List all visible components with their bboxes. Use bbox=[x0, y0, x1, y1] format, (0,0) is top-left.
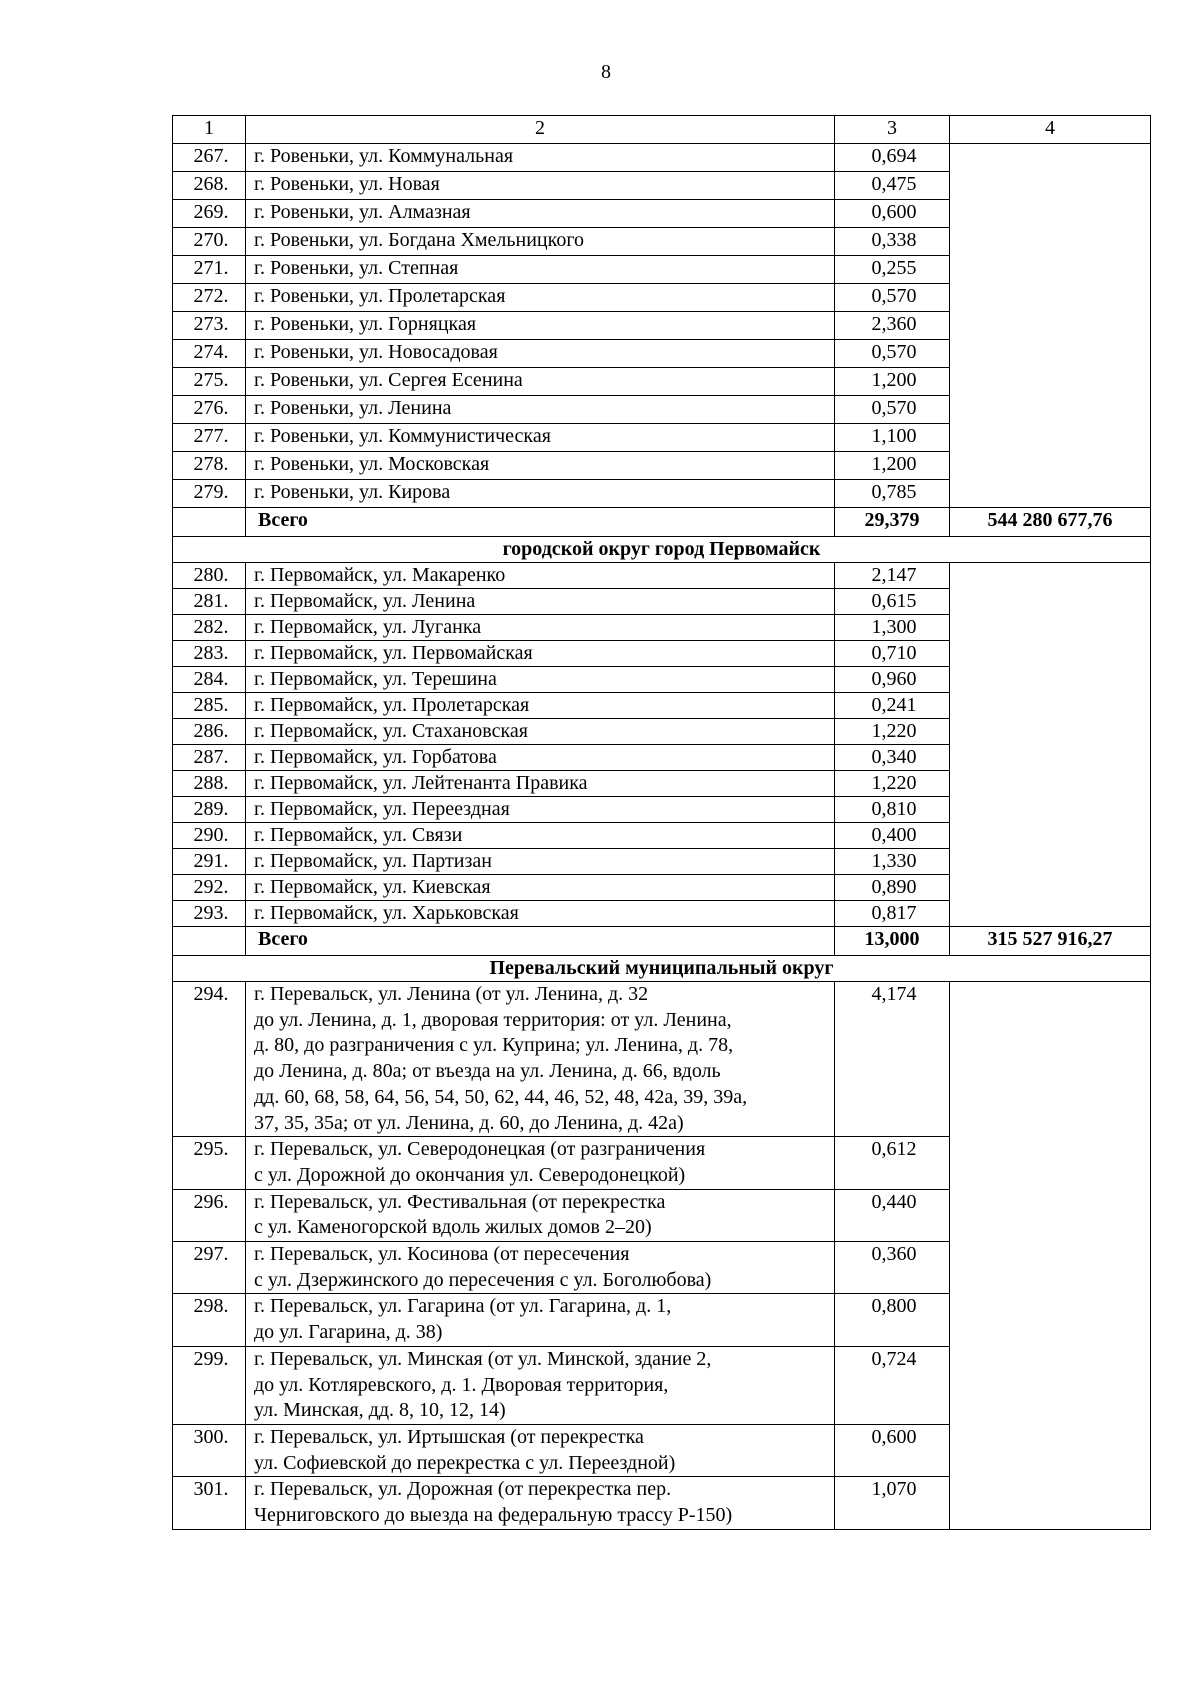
total-label: Всего bbox=[246, 508, 835, 537]
length-value: 0,710 bbox=[835, 641, 950, 667]
street-name: г. Первомайск, ул. Горбатова bbox=[246, 745, 835, 771]
section-title: городской округ город Первомайск bbox=[173, 537, 1151, 563]
row-number: 278. bbox=[173, 452, 246, 480]
length-value: 1,200 bbox=[835, 368, 950, 396]
row-number: 268. bbox=[173, 172, 246, 200]
street-name: г. Первомайск, ул. Лейтенанта Правика bbox=[246, 771, 835, 797]
street-name: г. Первомайск, ул. Киевская bbox=[246, 875, 835, 901]
row-number: 297. bbox=[173, 1242, 246, 1294]
street-name: г. Первомайск, ул. Пролетарская bbox=[246, 693, 835, 719]
street-description bbox=[246, 1477, 835, 1529]
street-name: г. Первомайск, ул. Партизан bbox=[246, 849, 835, 875]
column-header-2: 2 bbox=[246, 116, 835, 144]
row-number: 276. bbox=[173, 396, 246, 424]
row-number: 296. bbox=[173, 1189, 246, 1241]
street-description-line: с ул. Дорожной до окончания ул. Северодонецкой) bbox=[254, 1163, 686, 1186]
street-description-line: дд. 60, 68, 58, 64, 56, 54, 50, 62, 44, 46, 52, 48, 42а, 39, 39а, bbox=[254, 1085, 748, 1108]
column-header-4: 4 bbox=[950, 116, 1151, 144]
length-value: 0,600 bbox=[835, 200, 950, 228]
table-header-row bbox=[173, 116, 1151, 144]
row-number: 275. bbox=[173, 368, 246, 396]
street-description-line: г. Перевальск, ул. Косинова (от пересечения bbox=[254, 1243, 630, 1266]
row-number: 285. bbox=[173, 693, 246, 719]
section-title-row bbox=[173, 956, 1151, 982]
street-description-line: Черниговского до выезда на федеральную трассу Р-150) bbox=[254, 1504, 733, 1527]
street-description bbox=[246, 1424, 835, 1476]
length-value: 0,810 bbox=[835, 797, 950, 823]
row-number: 272. bbox=[173, 284, 246, 312]
street-description bbox=[246, 982, 835, 1137]
street-description-line: г. Перевальск, ул. Дорожная (от перекрестка пер. bbox=[254, 1478, 672, 1501]
street-name: г. Первомайск, ул. Переездная bbox=[246, 797, 835, 823]
length-value: 0,241 bbox=[835, 693, 950, 719]
total-length: 13,000 bbox=[835, 927, 950, 956]
length-value: 0,475 bbox=[835, 172, 950, 200]
street-description-line: г. Перевальск, ул. Минская (от ул. Минской, здание 2, bbox=[254, 1347, 712, 1370]
street-name: г. Ровеньки, ул. Степная bbox=[246, 256, 835, 284]
street-name: г. Ровеньки, ул. Богдана Хмельницкого bbox=[246, 228, 835, 256]
length-value: 0,615 bbox=[835, 589, 950, 615]
street-description-line: до Ленина, д. 80а; от въезда на ул. Ленина, д. 66, вдоль bbox=[254, 1060, 721, 1083]
sum-cell-merged bbox=[950, 144, 1151, 508]
length-value: 1,220 bbox=[835, 771, 950, 797]
row-number: 299. bbox=[173, 1346, 246, 1424]
length-value: 0,400 bbox=[835, 823, 950, 849]
row-number: 271. bbox=[173, 256, 246, 284]
row-number: 298. bbox=[173, 1294, 246, 1346]
length-value: 0,570 bbox=[835, 396, 950, 424]
street-name: г. Ровеньки, ул. Алмазная bbox=[246, 200, 835, 228]
row-number: 280. bbox=[173, 563, 246, 589]
row-number: 274. bbox=[173, 340, 246, 368]
street-name: г. Ровеньки, ул. Коммунистическая bbox=[246, 424, 835, 452]
street-name: г. Ровеньки, ул. Новая bbox=[246, 172, 835, 200]
length-value: 1,070 bbox=[835, 1477, 950, 1529]
row-number: 279. bbox=[173, 480, 246, 508]
length-value: 0,817 bbox=[835, 901, 950, 927]
street-name: г. Первомайск, ул. Луганка bbox=[246, 615, 835, 641]
total-number-empty bbox=[173, 927, 246, 956]
row-number: 301. bbox=[173, 1477, 246, 1529]
page-number: 8 bbox=[601, 61, 611, 83]
row-number: 282. bbox=[173, 615, 246, 641]
length-value: 0,600 bbox=[835, 1424, 950, 1476]
length-value: 0,800 bbox=[835, 1294, 950, 1346]
street-name: г. Первомайск, ул. Первомайская bbox=[246, 641, 835, 667]
street-name: г. Первомайск, ул. Макаренко bbox=[246, 563, 835, 589]
street-name: г. Ровеньки, ул. Кирова bbox=[246, 480, 835, 508]
street-name: г. Ровеньки, ул. Московская bbox=[246, 452, 835, 480]
section-title: Перевальский муниципальный округ bbox=[173, 956, 1151, 982]
length-value: 0,785 bbox=[835, 480, 950, 508]
length-value: 2,147 bbox=[835, 563, 950, 589]
street-description-line: 37, 35, 35а; от ул. Ленина, д. 60, до Ленина, д. 42а) bbox=[254, 1111, 684, 1134]
street-name: г. Первомайск, ул. Связи bbox=[246, 823, 835, 849]
length-value: 2,360 bbox=[835, 312, 950, 340]
street-name: г. Первомайск, ул. Терешина bbox=[246, 667, 835, 693]
row-number: 289. bbox=[173, 797, 246, 823]
total-row bbox=[173, 927, 1151, 956]
street-name: г. Ровеньки, ул. Коммунальная bbox=[246, 144, 835, 172]
street-description bbox=[246, 1294, 835, 1346]
street-name: г. Ровеньки, ул. Горняцкая bbox=[246, 312, 835, 340]
length-value: 0,360 bbox=[835, 1242, 950, 1294]
total-row bbox=[173, 508, 1151, 537]
table-row bbox=[173, 144, 1151, 172]
street-description bbox=[246, 1242, 835, 1294]
column-header-3: 3 bbox=[835, 116, 950, 144]
length-value: 0,570 bbox=[835, 340, 950, 368]
street-description-line: д. 80, до разграничения с ул. Куприна; ул. Ленина, д. 78, bbox=[254, 1034, 734, 1057]
roads-table bbox=[172, 115, 1151, 1530]
length-value: 0,960 bbox=[835, 667, 950, 693]
length-value: 1,200 bbox=[835, 452, 950, 480]
section-title-row bbox=[173, 537, 1151, 563]
length-value: 0,440 bbox=[835, 1189, 950, 1241]
length-value: 0,612 bbox=[835, 1137, 950, 1189]
length-value: 0,570 bbox=[835, 284, 950, 312]
length-value: 1,300 bbox=[835, 615, 950, 641]
column-header-1: 1 bbox=[173, 116, 246, 144]
street-name: г. Ровеньки, ул. Пролетарская bbox=[246, 284, 835, 312]
row-number: 295. bbox=[173, 1137, 246, 1189]
street-description-line: г. Перевальск, ул. Фестивальная (от перекрестка bbox=[254, 1190, 666, 1213]
row-number: 269. bbox=[173, 200, 246, 228]
row-number: 283. bbox=[173, 641, 246, 667]
street-name: г. Первомайск, ул. Харьковская bbox=[246, 901, 835, 927]
street-description-line: г. Перевальск, ул. Гагарина (от ул. Гагарина, д. 1, bbox=[254, 1295, 672, 1318]
row-number: 293. bbox=[173, 901, 246, 927]
row-number: 281. bbox=[173, 589, 246, 615]
row-number: 284. bbox=[173, 667, 246, 693]
length-value: 0,890 bbox=[835, 875, 950, 901]
row-number: 267. bbox=[173, 144, 246, 172]
total-number-empty bbox=[173, 508, 246, 537]
sum-cell-merged bbox=[950, 982, 1151, 1530]
row-number: 287. bbox=[173, 745, 246, 771]
row-number: 273. bbox=[173, 312, 246, 340]
street-name: г. Ровеньки, ул. Новосадовая bbox=[246, 340, 835, 368]
street-description-line: с ул. Дзержинского до пересечения с ул. Боголюбова) bbox=[254, 1268, 712, 1291]
street-description-line: до ул. Ленина, д. 1, дворовая территория: от ул. Ленина, bbox=[254, 1008, 732, 1031]
street-name: г. Первомайск, ул. Стахановская bbox=[246, 719, 835, 745]
row-number: 292. bbox=[173, 875, 246, 901]
length-value: 4,174 bbox=[835, 982, 950, 1137]
street-description bbox=[246, 1189, 835, 1241]
street-description-line: с ул. Каменогорской вдоль жилых домов 2–20) bbox=[254, 1216, 652, 1239]
table-row bbox=[173, 982, 1151, 1137]
length-value: 0,724 bbox=[835, 1346, 950, 1424]
row-number: 270. bbox=[173, 228, 246, 256]
length-value: 1,100 bbox=[835, 424, 950, 452]
row-number: 286. bbox=[173, 719, 246, 745]
row-number: 300. bbox=[173, 1424, 246, 1476]
row-number: 291. bbox=[173, 849, 246, 875]
street-description bbox=[246, 1137, 835, 1189]
street-description-line: ул. Минская, дд. 8, 10, 12, 14) bbox=[254, 1399, 506, 1422]
table-row bbox=[173, 563, 1151, 589]
row-number: 288. bbox=[173, 771, 246, 797]
street-name: г. Первомайск, ул. Ленина bbox=[246, 589, 835, 615]
street-name: г. Ровеньки, ул. Сергея Есенина bbox=[246, 368, 835, 396]
street-description-line: до ул. Котляревского, д. 1. Дворовая территория, bbox=[254, 1373, 669, 1396]
length-value: 1,220 bbox=[835, 719, 950, 745]
street-description-line: до ул. Гагарина, д. 38) bbox=[254, 1321, 443, 1344]
total-length: 29,379 bbox=[835, 508, 950, 537]
sum-cell-merged bbox=[950, 563, 1151, 927]
length-value: 0,694 bbox=[835, 144, 950, 172]
total-sum: 315 527 916,27 bbox=[950, 927, 1151, 956]
total-sum: 544 280 677,76 bbox=[950, 508, 1151, 537]
length-value: 0,338 bbox=[835, 228, 950, 256]
street-description-line: ул. Софиевской до перекрестка с ул. Переездной) bbox=[254, 1451, 676, 1474]
street-description-line: г. Перевальск, ул. Ленина (от ул. Ленина, д. 32 bbox=[254, 983, 649, 1005]
street-name: г. Ровеньки, ул. Ленина bbox=[246, 396, 835, 424]
length-value: 0,255 bbox=[835, 256, 950, 284]
length-value: 0,340 bbox=[835, 745, 950, 771]
total-label: Всего bbox=[246, 927, 835, 956]
street-description bbox=[246, 1346, 835, 1424]
row-number: 290. bbox=[173, 823, 246, 849]
length-value: 1,330 bbox=[835, 849, 950, 875]
row-number: 277. bbox=[173, 424, 246, 452]
street-description-line: г. Перевальск, ул. Северодонецкая (от разграничения bbox=[254, 1138, 706, 1161]
street-description-line: г. Перевальск, ул. Иртышская (от перекрестка bbox=[254, 1425, 644, 1448]
row-number: 294. bbox=[173, 982, 246, 1137]
